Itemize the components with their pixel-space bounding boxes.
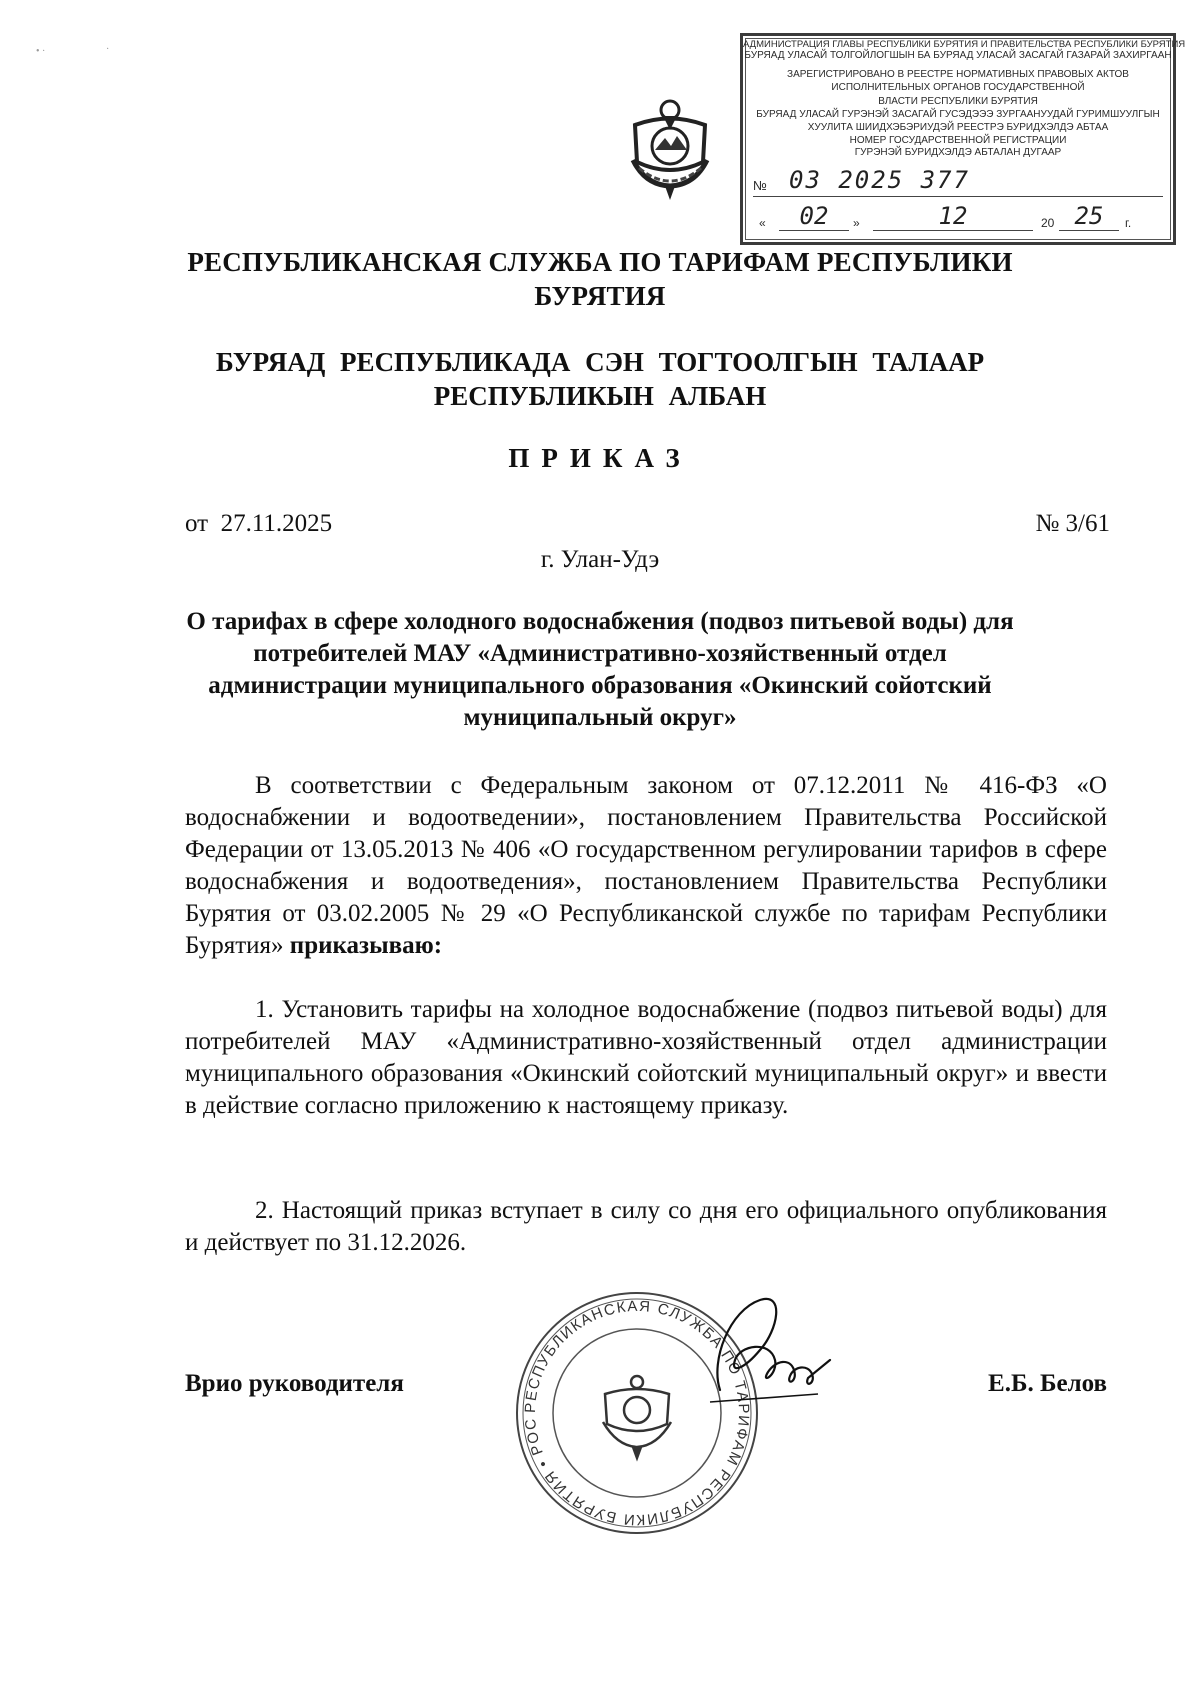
subject-line2: потребителей МАУ «Административно-хозяйственный отдел [253,640,947,667]
order-item-2 [185,1195,1107,1259]
stamp-line: БУРЯАД УЛАСАЙ ГУРЭНЭЙ ЗАСАГАЙ ГУСЭДЭЭЭ ЗУРГААНУУДАЙ ГУРИМШУУЛГЫН [756,109,1160,120]
stamp-line: ВЛАСТИ РЕСПУБЛИКИ БУРЯТИЯ [878,96,1038,107]
registration-year: 25 [1059,202,1119,231]
preamble-paragraph [185,770,1107,962]
stamp-line: ЗАРЕГИСТРИРОВАНО В РЕЕСТРЕ НОРМАТИВНЫХ ПРАВОВЫХ АКТОВ [787,69,1129,80]
subject-line1: О тарифах в сфере холодного водоснабжения (подвоз питьевой воды) для [186,608,1014,635]
registration-day: 02 [779,202,849,231]
document-date: от 27.11.2025 [185,510,333,537]
order-item-2-text: 2. Настоящий приказ вступает в силу со дня его официального опубликования и действует по 31.12.2026. [185,1197,1107,1256]
registration-month: 12 [873,202,1033,231]
document-city: г. Улан-Удэ [540,546,660,573]
org-title-ru [100,245,1100,313]
preamble-directive: приказываю: [289,932,443,959]
date-quote-close: » [853,216,860,230]
org-title-bua-line1: БУРЯАД РЕСПУБЛИКАДА СЭН ТОГТООЛГЫН ТАЛААР [215,347,985,377]
date-quote-open: « [759,216,766,230]
subject-line4: муниципальный округ» [463,704,737,731]
document-number: № 3/61 [1035,510,1110,537]
order-item-1-text: 1. Установить тарифы на холодное водоснабжение (подвоз питьевой воды) для потребителей МАУ «Административно-хозяйственный отдел администрации муниципального образования «Окинский сойотский муниципальный округ» и ввести в действие согласно приложению к настоящему приказу. [185,996,1107,1119]
document-subject [130,606,1070,734]
preamble-text: В соответствии с Федеральным законом от 07.12.2011 № 416-ФЗ «О водоснабжении и водоотведении», постановлением Правительства Российской Федерации от 13.05.2013 № 406 «О государственном регулировании тарифов в сфере водоснабжения и водоотведения», постановлением Правительства Республики Бурятия от 03.02.2005 № 29 «О Республиканской службе по тарифам Республики Бурятия» [185,772,1107,959]
signatory-name: Е.Б. Белов [988,1370,1107,1397]
stamp-line: ИСПОЛНИТЕЛЬНЫХ ОРГАНОВ ГОСУДАРСТВЕННОЙ [831,82,1085,93]
document-type: ПРИКАЗ [508,443,692,473]
registration-date-row [753,202,1163,232]
handwritten-signature [690,1290,840,1410]
stamp-line: ХУУЛИТА ШИИДХЭБЭРИУДЭЙ РЕЕСТРЭ БУРИДХЭЛДЭ АБТАА [807,122,1109,133]
signatory-position: Врио руководителя [185,1370,404,1397]
org-title-bua [100,345,1100,413]
coat-of-arms-emblem [625,90,715,202]
seal-text: РЕСПУБЛИКАНСКАЯ СЛУЖБА ПО ТАРИФАМ РЕСПУБЛИКИ БУРЯТИЯ • РОС [521,1297,753,1529]
org-title-ru-line2: БУРЯТИЯ [534,281,666,311]
registration-number: 03 2025 377 [789,166,970,194]
stamp-line: ГУРЭНЭЙ БУРИДХЭЛДЭ АБТАЛАН ДУГААР [854,147,1062,158]
stamp-line: НОМЕР ГОСУДАРСТВЕННОЙ РЕГИСТРАЦИИ [849,135,1067,146]
stamp-line: БУРЯАД УЛАСАЙ ТОЛГОЙЛОГШЫН БА БУРЯАД УЛАСАЙ ЗАСАГАЙ ГАЗАРАЙ ЗАХИРГААН [744,50,1172,61]
date-suffix: г. [1125,216,1132,230]
scan-mark: • · [36,46,46,57]
registration-stamp [740,33,1186,245]
scan-mark: · [106,44,110,55]
order-item-1 [185,994,1107,1122]
org-title-bua-line2: РЕСПУБЛИКЫН АЛБАН [433,381,767,411]
year-prefix: 20 [1041,216,1055,230]
stamp-line: АДМИНИСТРАЦИЯ ГЛАВЫ РЕСПУБЛИКИ БУРЯТИЯ И ПРАВИТЕЛЬСТВА РЕСПУБЛИКИ БУРЯТИЯ [743,39,1186,50]
registration-number-row [753,166,1163,197]
subject-line3: администрации муниципального образования «Окинский сойотский [208,672,992,699]
number-prefix: № [753,178,767,193]
org-title-ru-line1: РЕСПУБЛИКАНСКАЯ СЛУЖБА ПО ТАРИФАМ РЕСПУБЛИКИ [187,247,1013,277]
